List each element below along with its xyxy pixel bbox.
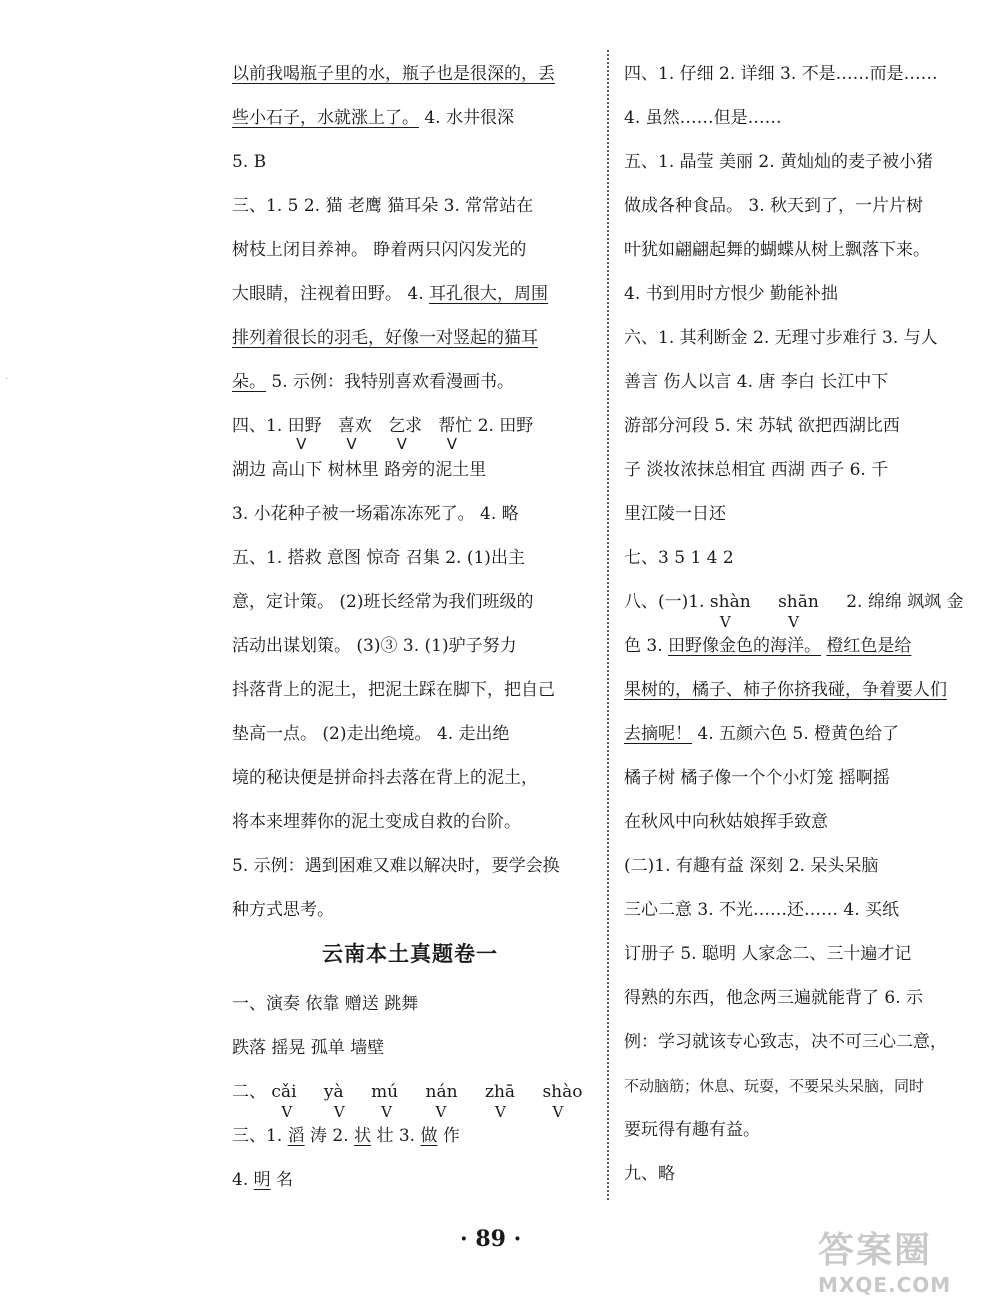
answer-line: 七、3 5 1 4 2 xyxy=(624,548,734,568)
answer-line: 五、1. 晶莹 美丽 2. 黄灿灿的麦子被小猪 xyxy=(624,152,934,172)
answer-text: 二、 xyxy=(232,1082,266,1102)
check-mark-icon: V xyxy=(281,1103,293,1121)
pinyin-text: nán xyxy=(425,1082,458,1102)
answer-text: 4. 五颜六色 5. 橙黄色给了 xyxy=(692,724,900,744)
answer-line: 抖落背上的泥土，把泥土踩在脚下，把自己 xyxy=(232,680,555,700)
answer-text: 八、(一)1. xyxy=(624,592,710,612)
answer-line: 善言 伤人以言 4. 唐 李白 长江中下 xyxy=(624,372,889,392)
answer-line: 将本来埋葬你的泥土变成自救的台阶。 xyxy=(232,812,521,832)
pinyin-item xyxy=(323,1080,345,1121)
underlined-answer: 耳孔很大，周围 xyxy=(429,284,549,304)
answer-line: 以前我喝瓶子里的水，瓶子也是很深的，丢 xyxy=(232,64,555,84)
pinyin-text: shào xyxy=(542,1082,583,1102)
answer-text: 2. 田野 xyxy=(477,416,534,436)
underlined-answer: 状 xyxy=(354,1126,372,1146)
pinyin-item xyxy=(485,1080,516,1121)
answer-line: 四、1. 仔细 2. 详细 3. 不是……而是…… xyxy=(624,64,938,84)
answer-line: 5. B xyxy=(232,152,267,172)
answer-text: 5. 示例：我特别喜欢看漫画书。 xyxy=(266,372,515,392)
answer-text: 大眼睛，注视着田野。 4. xyxy=(232,284,430,304)
answer-line: 不动脑筋；休息、玩耍，不要呆头呆脑，同时 xyxy=(624,1077,925,1095)
pinyin-item xyxy=(425,1080,458,1121)
underlined-answer: 做 xyxy=(420,1126,438,1146)
underlined-answer: 去摘呢！ xyxy=(624,724,692,744)
answer-line: 六、1. 其利断金 2. 无理寸步难行 3. 与人 xyxy=(624,328,938,348)
answer-line: 子 淡妆浓抹总相宜 西湖 西子 6. 千 xyxy=(624,460,889,480)
answer-line: 活动出谋划策。 (3)③ 3. (1)驴子努力 xyxy=(232,636,517,656)
column-divider xyxy=(607,50,609,1200)
answer-text: 名 xyxy=(270,1170,294,1190)
watermark-top-text: 答案圈 xyxy=(818,1230,933,1271)
answer-line: 里江陵一日还 xyxy=(624,504,726,524)
underlined-answer: 滔 xyxy=(287,1126,305,1146)
check-mark-icon: V xyxy=(495,1103,506,1121)
underlined-answer: 明 xyxy=(253,1170,271,1190)
answer-line: 例：学习就该专心致志，决不可三心二意， xyxy=(624,1032,947,1052)
answer-line: 垫高一点。 (2)走出绝境。 4. 走出绝 xyxy=(232,724,510,744)
answer-line-marked-words xyxy=(232,414,533,444)
answer-text: 四、1. xyxy=(232,416,288,436)
answer-line: 三、1. 5 2. 猫 老鹰 猫耳朵 3. 常常站在 xyxy=(232,196,534,216)
answer-line: 树枝上闭目养神。 睁着两只闪闪发光的 xyxy=(232,240,527,260)
answer-text: 作 xyxy=(437,1126,460,1146)
section-title: 云南本土真题卷一 xyxy=(322,941,498,966)
underlined-answer: 朵。 xyxy=(232,372,266,392)
answer-line xyxy=(232,1124,460,1154)
pinyin-item xyxy=(271,1080,297,1121)
answer-line: 在秋风中向秋姑娘挥手致意 xyxy=(624,812,828,832)
pinyin-text: zhā xyxy=(485,1082,516,1102)
answer-line: 果树的，橘子、柿子你挤我碰，争着要人们 xyxy=(624,680,947,700)
answer-line: 游部分河段 5. 宋 苏轼 欲把西湖比西 xyxy=(624,416,900,436)
answer-text: 4. xyxy=(232,1170,254,1190)
answer-line: 5. 示例：遇到困难又难以解决时，要学会换 xyxy=(232,856,560,876)
answer-line: 五、1. 搭救 意图 惊奇 召集 2. (1)出主 xyxy=(232,548,525,568)
pinyin-item xyxy=(542,1080,583,1121)
answer-text: 壮 3. xyxy=(371,1126,421,1146)
answer-line: 做成各种食品。 3. 秋天到了，一片片树 xyxy=(624,196,924,216)
answer-text: 三、1. xyxy=(232,1126,288,1146)
answer-line: 3. 小花种子被一场霜冻冻死了。 4. 略 xyxy=(232,504,519,524)
answer-line xyxy=(624,634,911,664)
watermark-bottom-text: MXQE.COM xyxy=(818,1273,952,1297)
answer-line: 订册子 5. 聪明 人家念二、三十遍才记 xyxy=(624,944,912,964)
answer-line: 4. 书到用时方恨少 勤能补拙 xyxy=(624,284,839,304)
answer-line-pinyin xyxy=(624,590,964,631)
pinyin-text: cǎi xyxy=(271,1082,297,1102)
underlined-answer: 橙红色是给 xyxy=(826,636,912,656)
answer-line: 4. 虽然……但是…… xyxy=(624,108,782,128)
answer-text: 4. 水井很深 xyxy=(419,108,515,128)
answer-line: 一、演奏 依靠 赠送 跳舞 xyxy=(232,994,419,1014)
check-mark-icon: V xyxy=(435,1103,447,1121)
answer-text: 涛 2. xyxy=(304,1126,355,1146)
answer-line: 种方式思考。 xyxy=(232,900,334,920)
underlined-answer: 些小石子，水就涨上了。 xyxy=(232,108,419,128)
answer-line: 要玩得有趣有益。 xyxy=(624,1120,760,1140)
answer-line: 湖边 高山下 树林里 路旁的泥土里 xyxy=(232,460,487,480)
watermark-logo xyxy=(818,1222,988,1297)
pinyin-text: mú xyxy=(371,1082,399,1102)
marked-word: 田野 V xyxy=(288,414,322,438)
check-mark-icon: V xyxy=(333,1103,345,1121)
pinyin-text: shàn xyxy=(709,592,751,612)
answer-line: 得熟的东西，他念两三遍就能背了 6. 示 xyxy=(624,988,924,1008)
check-mark-icon: V xyxy=(719,613,731,631)
answer-line: 排列着很长的羽毛，好像一对竖起的猫耳 xyxy=(232,328,538,348)
answer-line: 叶犹如翩翩起舞的蝴蝶从树上飘落下来。 xyxy=(624,240,930,260)
pinyin-text: yà xyxy=(323,1082,344,1102)
marked-word: 帮忙 V xyxy=(438,414,472,438)
marked-word: 喜欢 V xyxy=(338,414,372,438)
marked-word: 乞求 V xyxy=(388,414,422,438)
margin-dot: · xyxy=(5,374,9,385)
pinyin-text: shān xyxy=(778,592,819,612)
answer-text: 色 3. xyxy=(624,636,669,656)
answer-text: 2. 绵绵 飒飒 金 xyxy=(846,592,964,612)
check-mark-icon: V xyxy=(552,1103,564,1121)
answer-line: 意，定计策。 (2)班长经常为我们班级的 xyxy=(232,592,534,612)
answer-line: 九、略 xyxy=(624,1164,675,1184)
answer-line: (二)1. 有趣有益 深刻 2. 呆头呆脑 xyxy=(624,856,879,876)
answer-line: 境的秘诀便是拼命抖去落在背上的泥土， xyxy=(232,768,538,788)
answer-line xyxy=(232,370,514,400)
answer-line xyxy=(624,722,899,752)
answer-line xyxy=(232,282,548,312)
pinyin-item xyxy=(371,1080,399,1121)
answer-line: 三心二意 3. 不光……还…… 4. 买纸 xyxy=(624,900,900,920)
page-number: · 89 · xyxy=(460,1226,522,1252)
pinyin-item xyxy=(709,590,751,631)
answer-line: 橘子树 橘子像一个个小灯笼 摇啊摇 xyxy=(624,768,890,788)
underlined-answer: 田野像金色的海洋。 xyxy=(668,636,822,656)
answer-line-pinyin xyxy=(232,1080,605,1121)
pinyin-item xyxy=(778,590,819,631)
check-mark-icon: V xyxy=(381,1103,392,1121)
answer-line xyxy=(232,106,514,136)
check-mark-icon: V xyxy=(788,613,799,631)
answer-line: 跌落 摇晃 孤单 墙壁 xyxy=(232,1038,385,1058)
answer-line xyxy=(232,1168,293,1198)
